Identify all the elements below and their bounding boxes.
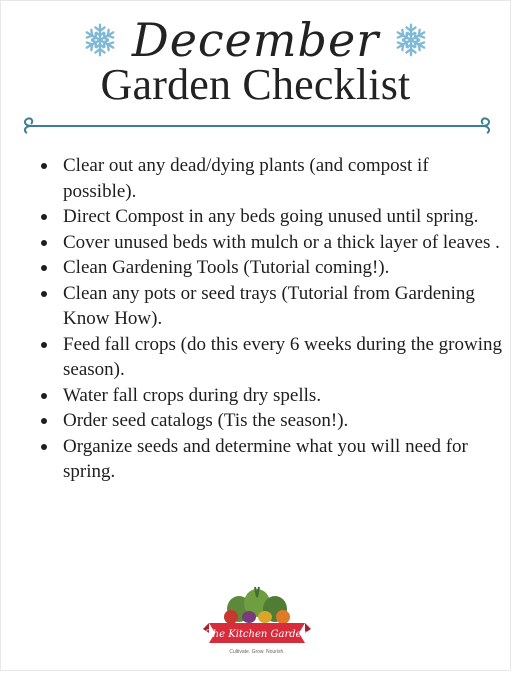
logo-banner-text: The Kitchen Garden <box>206 629 308 640</box>
snowflake-icon <box>393 22 429 58</box>
list-item: Cover unused beds with mulch or a thick layer of leaves . <box>63 230 503 256</box>
checklist <box>39 153 503 485</box>
list-item: Organize seeds and determine what you will need for spring. <box>63 434 503 485</box>
list-item: Clean any pots or seed trays (Tutorial from Gardening Know How). <box>63 281 503 332</box>
kitchen-garden-logo <box>201 579 313 659</box>
page-title: Garden Checklist <box>100 60 411 109</box>
title-month: December <box>131 13 380 67</box>
list-item: Clean Gardening Tools (Tutorial coming!). <box>63 255 503 281</box>
list-item: Order seed catalogs (Tis the season!). <box>63 408 503 434</box>
list-item: Water fall crops during dry spells. <box>63 383 503 409</box>
list-item: Clear out any dead/dying plants (and compost if possible). <box>63 153 503 204</box>
list-item: Direct Compost in any beds going unused until spring. <box>63 204 503 230</box>
list-item: Feed fall crops (do this every 6 weeks during the growing season). <box>63 332 503 383</box>
snowflake-icon <box>82 22 118 58</box>
decorative-divider <box>21 116 493 136</box>
logo-tagline: Cultivate. Grow. Nourish. <box>229 649 285 655</box>
